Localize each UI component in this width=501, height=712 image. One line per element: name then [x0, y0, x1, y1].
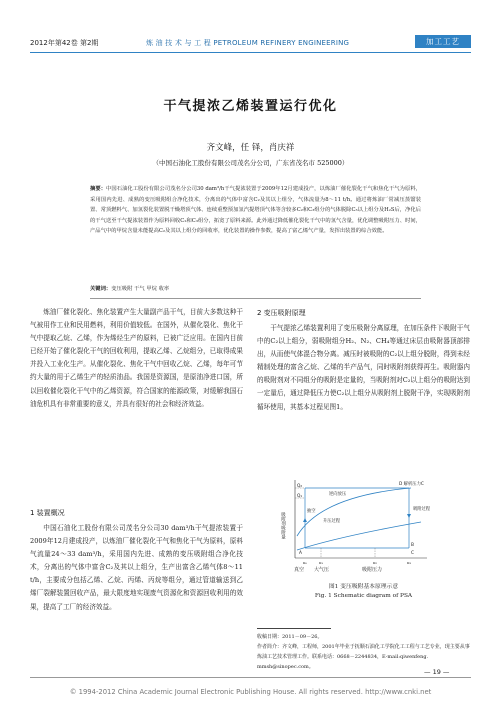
arrow-down	[407, 514, 411, 518]
tick-p1-desc: 大气压	[314, 567, 330, 573]
issue-info: 2012年第42卷 第2期	[30, 39, 99, 47]
abstract-label: 摘要：	[90, 186, 107, 192]
tick-p0: p₀	[303, 560, 307, 564]
tick-p0-desc: 真空	[294, 567, 305, 573]
affiliation: （中国石油化工股份有限公司茂名分公司，广东省茂名市 525000）	[152, 159, 349, 167]
abstract	[90, 184, 421, 237]
section-1-heading: 1 装置概况	[30, 509, 65, 517]
x-axis-label: 吸附压力	[362, 567, 383, 573]
section-1-body	[30, 522, 243, 614]
reverse-label: 逆向放压	[329, 492, 347, 497]
abstract-rule	[90, 298, 421, 299]
point-b-label: B	[411, 543, 414, 548]
left-column	[30, 306, 243, 411]
keywords-text: 变压吸附 干气 甲烷 收率	[111, 286, 170, 292]
footnote	[257, 632, 470, 672]
figure-caption-cn: 图1 变压吸附基本原理示意	[328, 584, 399, 590]
running-header	[30, 38, 471, 52]
authors: 齐文峰，任 铎，肖庆祥	[206, 143, 295, 153]
article-title: 干气提浓乙烯装置运行优化	[163, 99, 338, 114]
arrow-up	[303, 518, 307, 522]
q1-label: Q₁	[297, 494, 303, 499]
section-2-body	[257, 322, 470, 414]
abstract-text: 中国石油化工股份有限公司茂名分公司30 dam³/h干气提浓装置于2009年12月建成投产，以炼油厂催化裂化干气和焦化干气为原料，采用国内先进、成熟的变压吸附组合净化技术，分离出的气体中富含C₂及其以上组分，气体流量为8～11 t/h。通过将炼油厂常减压蒸馏装置、常顶燃料气、加氢裂化装置脱干燥塔顶气体、连续重整预加氢汽提塔顶气体等含较多C₂和C₃组分的气体脱除C₃以上组分及H₂S后，净化后的干气送至干气提浓装置作为原料回收C₂和C₃组分，拓宽了原料来源。此外通过降低催化裂化干气中的氢气含量，优化调整吸附压力、时间，产品气中的甲烷含量未能提高C₂及其以上组分的回收率，优化装置的操作参数，提高了富乙烯气产量，发挥出装置的综合效能。	[90, 186, 421, 235]
q2-label: Q₂	[297, 484, 303, 489]
lower-isotherm	[297, 522, 421, 550]
vacuum-side-label: 抽空	[307, 509, 316, 514]
tick-p2: p₂	[373, 560, 377, 564]
figure-caption-en: Fig. 1 Schematic diagram of PSA	[314, 593, 413, 599]
section-2-paragraph: 干气提浓乙烯装置利用了变压吸附分离原理，在加压条件下吸附干气中的C₂以上组分，弱吸附组分H₂、N₂、CH₄等通过床层由吸附器顶部排出，从而使气体混合物分离。减压时被吸附的C₂以上组分脱附，得到未经精制处理的富含乙烷、乙烯的半产品气，同时吸附剂获得再生。吸附器内的吸附剂对不同组分的吸附是定量的，当吸附剂对C₂以上组分的吸附达到一定量后，通过降低压力使C₂以上组分从吸附剂上脱附干净，实现吸附剂循环使用，其基本过程见图1。	[257, 324, 470, 411]
footer-rule	[30, 677, 471, 678]
psa-diagram	[281, 478, 431, 564]
section-2-heading: 2 变压吸附原理	[257, 309, 306, 317]
page-number: — 19 —	[424, 668, 450, 676]
journal-name: 炼 油 技 术 与 工 程 PETROLEUM REFINERY ENGINEERING	[146, 39, 350, 47]
tick-p3: p₃	[407, 560, 411, 564]
copyright-footer: © 1994-2012 China Academic Journal Electronic Publishing House. All rights reserved. http://www.cnki.net	[69, 688, 432, 696]
point-a-label: A	[299, 551, 302, 556]
tick-p1: p₁	[319, 560, 323, 564]
rise-label: 升压过程	[323, 519, 341, 524]
keywords	[90, 284, 421, 292]
section-badge: 加工工艺	[415, 35, 471, 48]
header-rule	[30, 52, 471, 53]
point-c-label: C	[411, 551, 415, 556]
author-bio: 作者简介：齐文峰，工程师，2001年毕业于抚顺石油化工学院化工工程与工艺专业，现主要从事炼油工艺技术管理工作。联系电话：0668－2244834，E-mail:qiwenfeng. mmsh@sinopec.com。	[257, 644, 470, 670]
point-d-label: D 解析压力C	[399, 482, 424, 487]
flush-label: 吸附过程	[413, 507, 431, 512]
received-date: 收稿日期：2011－09－26。	[257, 634, 323, 640]
intro-paragraph: 炼油厂催化裂化、焦化装置产生大量副产品干气，目前大多数这种干气被用作工业和民用燃料，利用价值较低。在国外，从催化裂化、焦化干气中提取乙烷、乙烯，作为烯烃生产的原料，已被广泛应用。在国内目前已经开始了催化裂化干气的回收利用，提取乙烯、乙烷组分，已取得成果并投入工业化生产。从催化裂化、焦化干气中回收乙烷、乙烯，每年可节约大量的用于乙烯生产的轻质油品。我国是资源国，是原油净进口国，所以回收催化裂化干气中的乙烯资源，符合国家的能源政策，对缓解我国石油危机具有非常重要的意义，并具有很好的社会和经济效益。	[30, 308, 243, 408]
y-axis-label: 吸附剂吸附量	[281, 512, 286, 539]
section-1-paragraph: 中国石油化工股份有限公司茂名分公司30 dam³/h干气提浓装置于2009年12月建成投产，以炼油厂催化裂化干气和焦化干气为原料，原料气流量24～33 dam³/h，采用国内先进、成熟的变压吸附组合净化技术，分离出的气体中富含C₂及其以上组分，生产出富含乙烯气体8～11 t/h，主要成分包括乙烯、乙烷、丙烯、丙烷等组分，通过管道输送到乙烯厂裂解装置回收产品，最大限度地实现废气资源化和资源回收利用的效果，提高了工厂的经济效益。	[30, 524, 243, 611]
footnote-rule	[257, 628, 331, 629]
keywords-label: 关键词：	[90, 286, 112, 292]
